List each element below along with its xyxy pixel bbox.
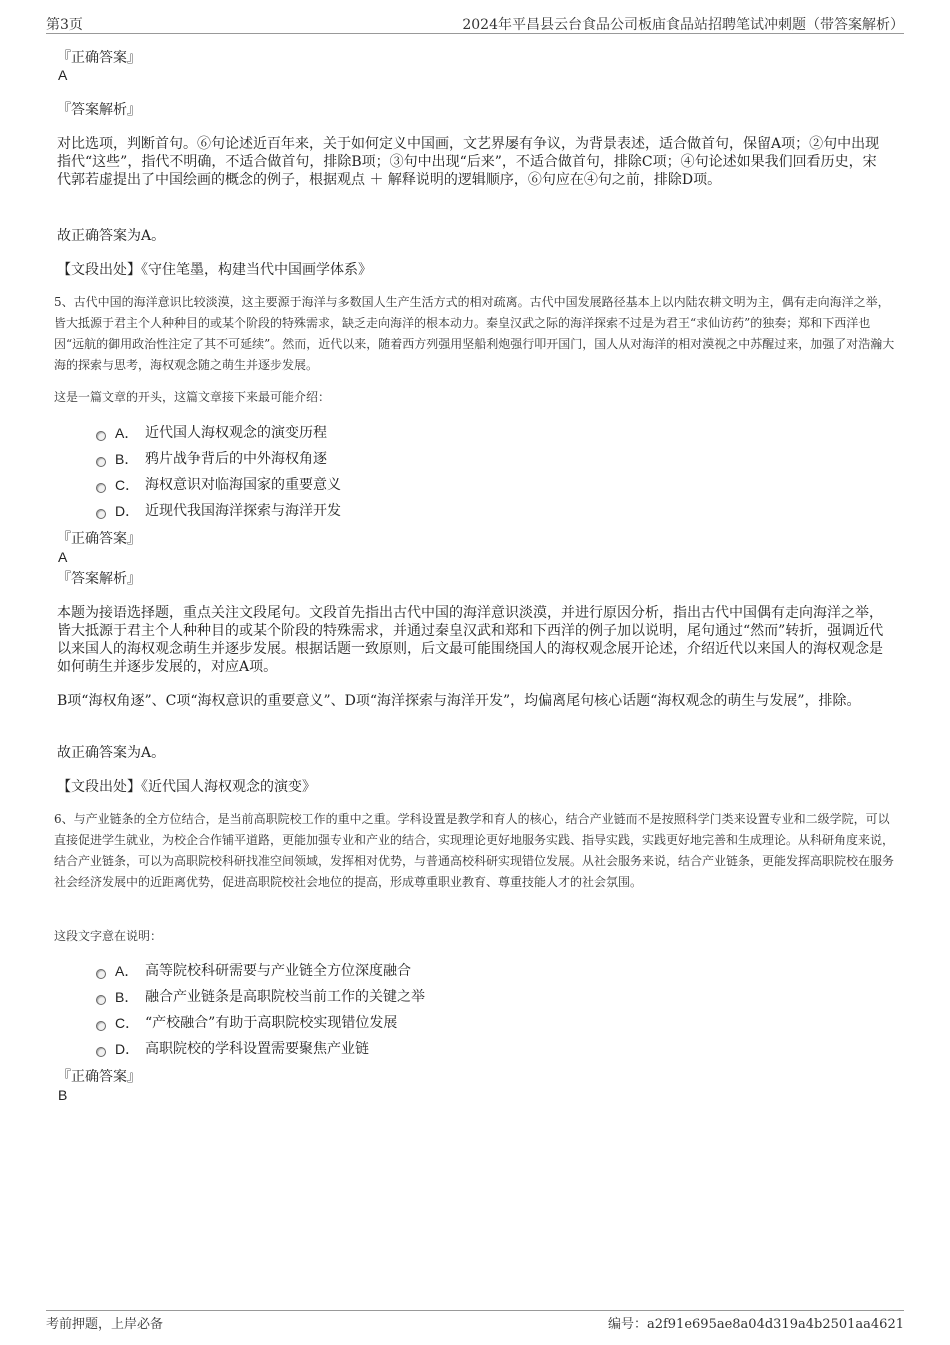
q6-answer-label: 『正确答案』 bbox=[57, 1069, 141, 1085]
option-letter: D． bbox=[115, 503, 140, 519]
q4-analysis: 对比选项，判断首句。⑥句论述近百年来，关于如何定义中国画，文艺界屡有争议，为背景表述，适合做首句，保留A项；②句中出现指代“这些”，指代不明确，不适合做首句，排除B项；③句中出现“后来”，不适合做首句，排除C项；④句论述如果我们回看历史，宋代郭若虚提出了中国绘画的概念的例子，根据观点 ＋ 解释说明的逻辑顺序，⑥句应在④句之前，排除D项。 bbox=[57, 136, 880, 188]
option-text: “产校融合”有助于高职院校实现错位发展 bbox=[145, 1015, 398, 1031]
radio-icon[interactable] bbox=[96, 457, 106, 467]
q5-analysis: 本题为接语选择题，重点关注文段尾句。文段首先指出古代中国的海洋意识淡漠，并进行原因分析，指出古代中国偶有走向海洋之举，皆大抵源于君主个人种种目的或某个阶段的特殊需求，并通过秦皇汉武和郑和下西洋的例子加以说明，尾句通过“然而”转折，强调近代以来国人的海权观念萌生并逐步发展。根据话题一致原则，后文最可能围绕国人的海权观念展开论述，介绍近代以来国人的海权观念是如何萌生并逐步发展的，对应A项。 bbox=[57, 605, 884, 675]
q5-option-d[interactable] bbox=[96, 502, 341, 520]
radio-icon[interactable] bbox=[96, 483, 106, 493]
q6-option-c[interactable] bbox=[96, 1014, 397, 1032]
q6-passage: 6、与产业链条的全方位结合，是当前高职院校工作的重中之重。学科设置是教学和育人的核心，结合产业链而不是按照科学门类来设置专业和二级学院，可以直接促进学生就业，为校企合作铺平道路，更能加强专业和产业的结合，实现理论更好地服务实践、指导实践，实践更好地完善和生成理论。从科研角度来说，结合产业链条，可以为高职院校科研找准空间领域，发挥相对优势，与普通高校科研实现错位发展。从社会服务来说，结合产业链条，更能发挥高职院校在服务社会经济发展中的近距离优势，促进高职院校社会地位的提高，形成尊重职业教育、尊重技能人才的社会氛围。 bbox=[54, 812, 895, 889]
option-text: 海权意识对临海国家的重要意义 bbox=[145, 477, 341, 493]
header-divider bbox=[46, 33, 904, 34]
radio-icon[interactable] bbox=[96, 509, 106, 519]
q6-option-a[interactable] bbox=[96, 962, 411, 980]
q4-analysis-label: 『答案解析』 bbox=[57, 102, 141, 118]
q6-option-b[interactable] bbox=[96, 988, 425, 1006]
q4-source: 【文段出处】《守住笔墨，构建当代中国画学体系》 bbox=[57, 262, 372, 278]
radio-icon[interactable] bbox=[96, 995, 106, 1005]
option-letter: A． bbox=[115, 963, 139, 979]
option-text: 近代国人海权观念的演变历程 bbox=[145, 425, 327, 441]
q4-conclusion: 故正确答案为A。 bbox=[57, 228, 166, 244]
footer-slogan: 考前押题，上岸必备 bbox=[46, 1317, 164, 1332]
option-letter: D． bbox=[115, 1041, 140, 1057]
radio-icon[interactable] bbox=[96, 1021, 106, 1031]
document-id: 编号：a2f91e695ae8a04d319a4b2501aa4621 bbox=[607, 1317, 904, 1332]
q5-option-b[interactable] bbox=[96, 450, 327, 468]
radio-icon[interactable] bbox=[96, 431, 106, 441]
option-letter: B． bbox=[115, 989, 139, 1005]
q5-source: 【文段出处】《近代国人海权观念的演变》 bbox=[57, 779, 316, 795]
document-title: 2024年平昌县云台食品公司板庙食品站招聘笔试冲刺题（带答案解析） bbox=[462, 17, 904, 33]
q5-option-c[interactable] bbox=[96, 476, 341, 494]
option-text: 高职院校的学科设置需要聚焦产业链 bbox=[145, 1041, 369, 1057]
option-text: 鸦片战争背后的中外海权角逐 bbox=[145, 451, 327, 467]
option-text: 近现代我国海洋探索与海洋开发 bbox=[145, 503, 341, 519]
q4-answer: A bbox=[58, 67, 68, 83]
footer-divider bbox=[46, 1310, 904, 1311]
q4-answer-label: 『正确答案』 bbox=[57, 50, 141, 66]
radio-icon[interactable] bbox=[96, 1047, 106, 1057]
option-text: 融合产业链条是高职院校当前工作的关键之举 bbox=[145, 989, 425, 1005]
q5-answer: A bbox=[58, 549, 68, 565]
q5-question: 这是一篇文章的开头，这篇文章接下来最可能介绍： bbox=[54, 390, 331, 404]
q5-analysis-label: 『答案解析』 bbox=[57, 571, 141, 587]
page-number: 第3页 bbox=[46, 17, 83, 33]
option-text: 高等院校科研需要与产业链全方位深度融合 bbox=[145, 963, 411, 979]
q5-answer-label: 『正确答案』 bbox=[57, 531, 141, 547]
option-letter: A． bbox=[115, 425, 139, 441]
option-letter: C． bbox=[115, 477, 140, 493]
q6-option-d[interactable] bbox=[96, 1040, 369, 1058]
q6-question: 这段文字意在说明： bbox=[54, 929, 163, 943]
q5-conclusion: 故正确答案为A。 bbox=[57, 745, 166, 761]
option-letter: B． bbox=[115, 451, 139, 467]
q5-option-a[interactable] bbox=[96, 424, 327, 442]
q5-passage: 5、古代中国的海洋意识比较淡漠，这主要源于海洋与多数国人生产生活方式的相对疏离。古代中国发展路径基本上以内陆农耕文明为主，偶有走向海洋之举，皆大抵源于君主个人种种目的或某个阶段的特殊需求，缺乏走向海洋的根本动力。秦皇汉武之际的海洋探索不过是为君王“求仙访药”的独奏；郑和下西洋也因“远航的御用政治性注定了其不可延续”。然而，近代以来，随着西方列强用坚船利炮强行叩开国门，国人从对海洋的相对漠视之中苏醒过来，加强了对浩瀚大海的探索与思考，海权观念随之萌生并逐步发展。 bbox=[54, 295, 895, 372]
option-letter: C． bbox=[115, 1015, 140, 1031]
radio-icon[interactable] bbox=[96, 969, 106, 979]
q5-analysis-2: B项“海权角逐”、C项“海权意识的重要意义”、D项“海洋探索与海洋开发”，均偏离尾句核心话题“海权观念的萌生与发展”，排除。 bbox=[57, 693, 861, 709]
q6-answer: B bbox=[58, 1087, 68, 1103]
